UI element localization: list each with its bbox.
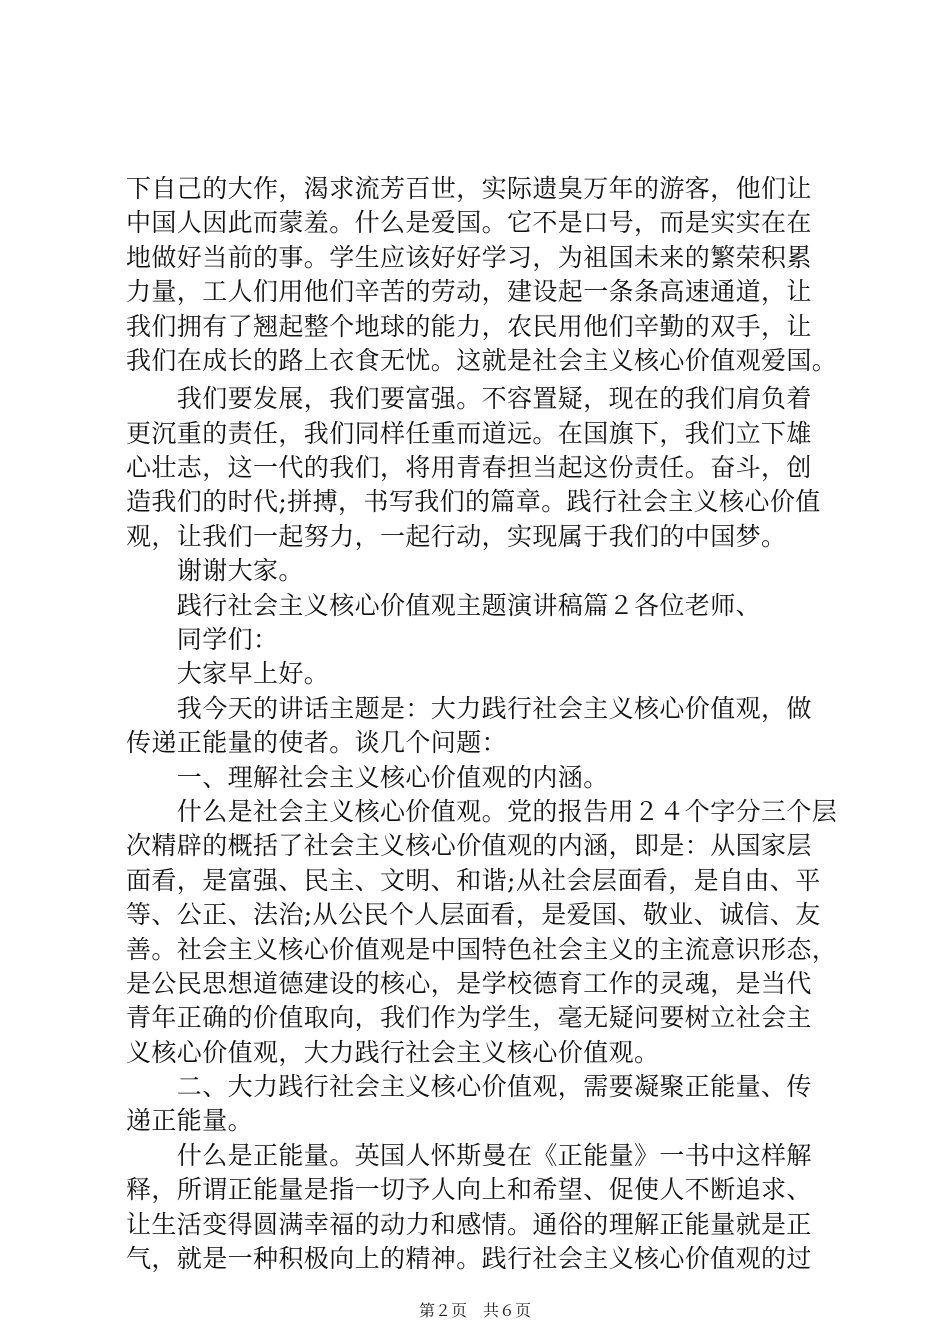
text-line: 善。社会主义核心价值观是中国特色社会主义的主流意识形态，: [126, 935, 838, 964]
text-line: 我们拥有了翘起整个地球的能力，农民用他们辛勤的双手，让: [126, 312, 812, 341]
text-line: 什么是社会主义核心价值观。党的报告用２４个字分三个层: [126, 797, 838, 826]
text-line: 中国人因此而蒙羞。什么是爱国。它不是口号，而是实实在在: [126, 208, 812, 237]
text-line: 谢谢大家。: [126, 556, 304, 585]
text-line: 更沉重的责任，我们同样任重而道远。在国旗下，我们立下雄: [126, 419, 812, 448]
text-line: 二、大力践行社会主义核心价值观，需要凝聚正能量、传: [126, 1072, 812, 1101]
text-line: 义核心价值观，大力践行社会主义核心价值观。: [126, 1038, 660, 1067]
text-line: 大家早上好。: [126, 659, 330, 688]
text-line: 下自己的大作，渴求流芳百世，实际遗臭万年的游客，他们让: [126, 174, 812, 203]
text-line: 我们要发展，我们要富强。不容置疑，现在的我们肩负着: [126, 384, 812, 413]
text-line: 我今天的讲话主题是：大力践行社会主义核心价值观，做: [126, 694, 812, 723]
text-line: 力量，工人们用他们辛苦的劳动，建设起一条条高速通道，让: [126, 277, 812, 306]
text-line: 释，所谓正能量是指一切予人向上和希望、促使人不断追求、: [126, 1175, 812, 1204]
page-footer: 第２页 共６页: [418, 1301, 531, 1320]
text-line: 面看，是富强、民主、文明、和谐;从社会层面看，是自由、平: [126, 866, 821, 895]
text-line: 我们在成长的路上衣食无忧。这就是社会主义核心价值观爱国。: [126, 346, 838, 375]
text-line: 什么是正能量。英国人怀斯曼在《正能量》一书中这样解: [126, 1141, 812, 1170]
text-line: 践行社会主义核心价值观主题演讲稿篇２各位老师、: [126, 591, 762, 620]
text-line: 气，就是一种积极向上的精神。践行社会主义核心价值观的过: [126, 1244, 812, 1273]
text-line: 心壮志，这一代的我们，将用青春担当起这份责任。奋斗，创: [126, 453, 812, 482]
text-line: 递正能量。: [126, 1106, 254, 1135]
text-line: 青年正确的价值取向，我们作为学生，毫无疑问要树立社会主: [126, 1003, 812, 1032]
text-line: 次精辟的概括了社会主义核心价值观的内涵，即是：从国家层: [126, 831, 812, 860]
text-line: 一、理解社会主义核心价值观的内涵。: [126, 763, 609, 792]
text-line: 造我们的时代;拼搏，书写我们的篇章。践行社会主义核心价值: [126, 487, 821, 516]
text-line: 观，让我们一起努力，一起行动，实现属于我们的中国梦。: [126, 522, 787, 551]
text-line: 传递正能量的使者。谈几个问题：: [126, 728, 508, 757]
text-line: 等、公正、法治;从公民个人层面看，是爱国、敬业、诚信、友: [126, 900, 821, 929]
text-line: 让生活变得圆满幸福的动力和感情。通俗的理解正能量就是正: [126, 1210, 812, 1239]
text-line: 是公民思想道德建设的核心，是学校德育工作的灵魂，是当代: [126, 969, 812, 998]
text-line: 同学们：: [126, 625, 279, 654]
text-line: 地做好当前的事。学生应该好好学习，为祖国未来的繁荣积累: [126, 243, 812, 272]
